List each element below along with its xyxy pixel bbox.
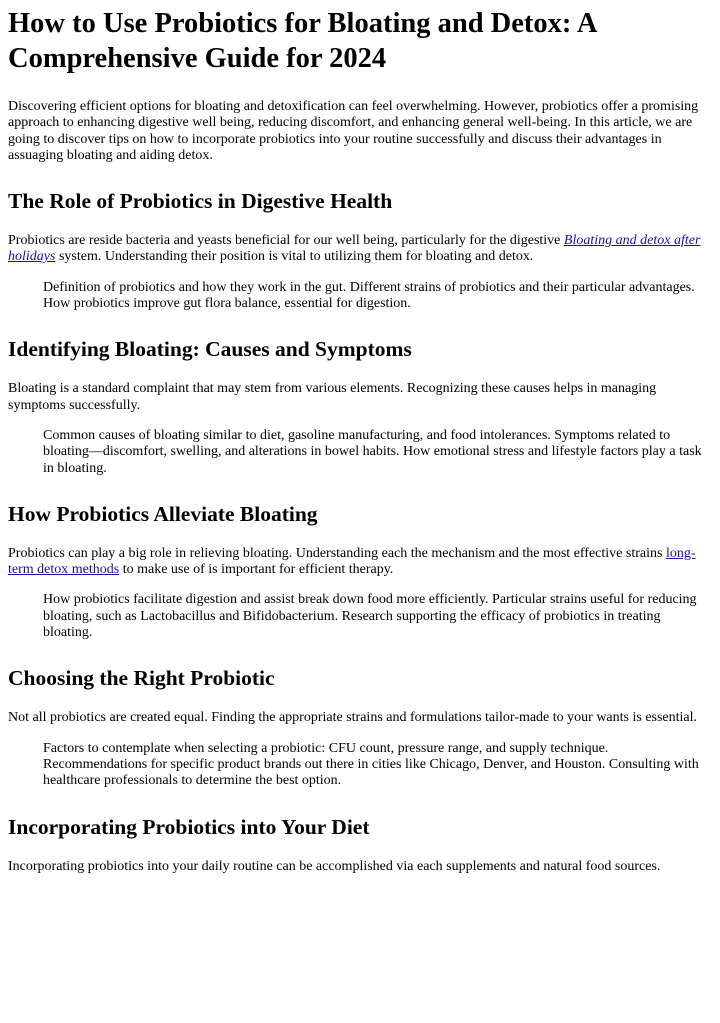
paragraph-text: system. Understanding their position is vital to utilizing them for bloating and detox. xyxy=(55,249,534,265)
section-heading-role-of-probiotics: The Role of Probiotics in Digestive Health xyxy=(8,189,393,214)
intro-paragraph: Discovering efficient options for bloating and detoxification can feel overwhelming. However, probiotics offer a promising approach to enhancing digestive well being, reducing discomfort, and enhancing general well-being. In this article, we are going to discover tips on how to incorporate probiotics into your routine successfully and discuss their advantages in assuaging bloating and aiding detox. xyxy=(8,99,699,163)
section-heading-choosing-probiotic: Choosing the Right Probiotic xyxy=(8,666,275,691)
section-paragraph xyxy=(8,546,712,579)
section-heading-probiotics-alleviate-bloating: How Probiotics Alleviate Bloating xyxy=(8,501,318,526)
paragraph-text: Probiotics are reside bacteria and yeasts beneficial for our well being, particularly for the digestive xyxy=(8,233,564,249)
paragraph-text: to make use of is important for efficient therapy. xyxy=(119,562,394,578)
section-paragraph: Bloating is a standard complaint that may stem from various elements. Recognizing these causes helps in managing symptoms successfully. xyxy=(8,381,657,413)
paragraph-text: Probiotics can play a big role in relieving bloating. Understanding each the mechanism and the most effective strains xyxy=(8,545,666,561)
section-paragraph xyxy=(8,233,712,266)
section-heading-incorporating-probiotics: Incorporating Probiotics into Your Diet xyxy=(8,814,370,839)
bloating-detox-holidays-link[interactable]: Bloating and detox after holidays xyxy=(8,233,701,265)
article xyxy=(0,6,720,875)
section-blockquote: Common causes of bloating similar to diet, gasoline manufacturing, and food intolerances. Symptoms related to bloating—discomfort, swelling, and alterations in bowel habits. How emotional stress and lifestyle factors play a task in bloating. xyxy=(43,427,702,476)
section-heading-identifying-bloating: Identifying Bloating: Causes and Symptoms xyxy=(8,337,412,362)
section-paragraph: Not all probiotics are created equal. Finding the appropriate strains and formulations tailor-made to your wants is essential. xyxy=(8,710,698,726)
section-blockquote: Factors to contemplate when selecting a probiotic: CFU count, pressure range, and supply technique. Recommendations for specific product brands out there in cities like Chicago, Denver, and Houston. Consulting with healthcare professionals to determine the best option. xyxy=(43,740,699,789)
section-blockquote: Definition of probiotics and how they work in the gut. Different strains of probiotics and their particular advantages. How probiotics improve gut flora balance, essential for digestion. xyxy=(43,279,695,312)
page-title: How to Use Probiotics for Bloating and Detox: A Comprehensive Guide for 2024 xyxy=(8,8,596,74)
section-paragraph: Incorporating probiotics into your daily routine can be accomplished via each supplements and natural food sources. xyxy=(8,858,661,874)
section-blockquote: How probiotics facilitate digestion and assist break down food more efficiently. Particular strains useful for reducing bloating, such as Lactobacillus and Bifidobacterium. Research supporting the efficacy of probiotics in treating bloating. xyxy=(43,592,697,641)
long-term-detox-methods-link[interactable]: long-term detox methods xyxy=(8,545,696,578)
